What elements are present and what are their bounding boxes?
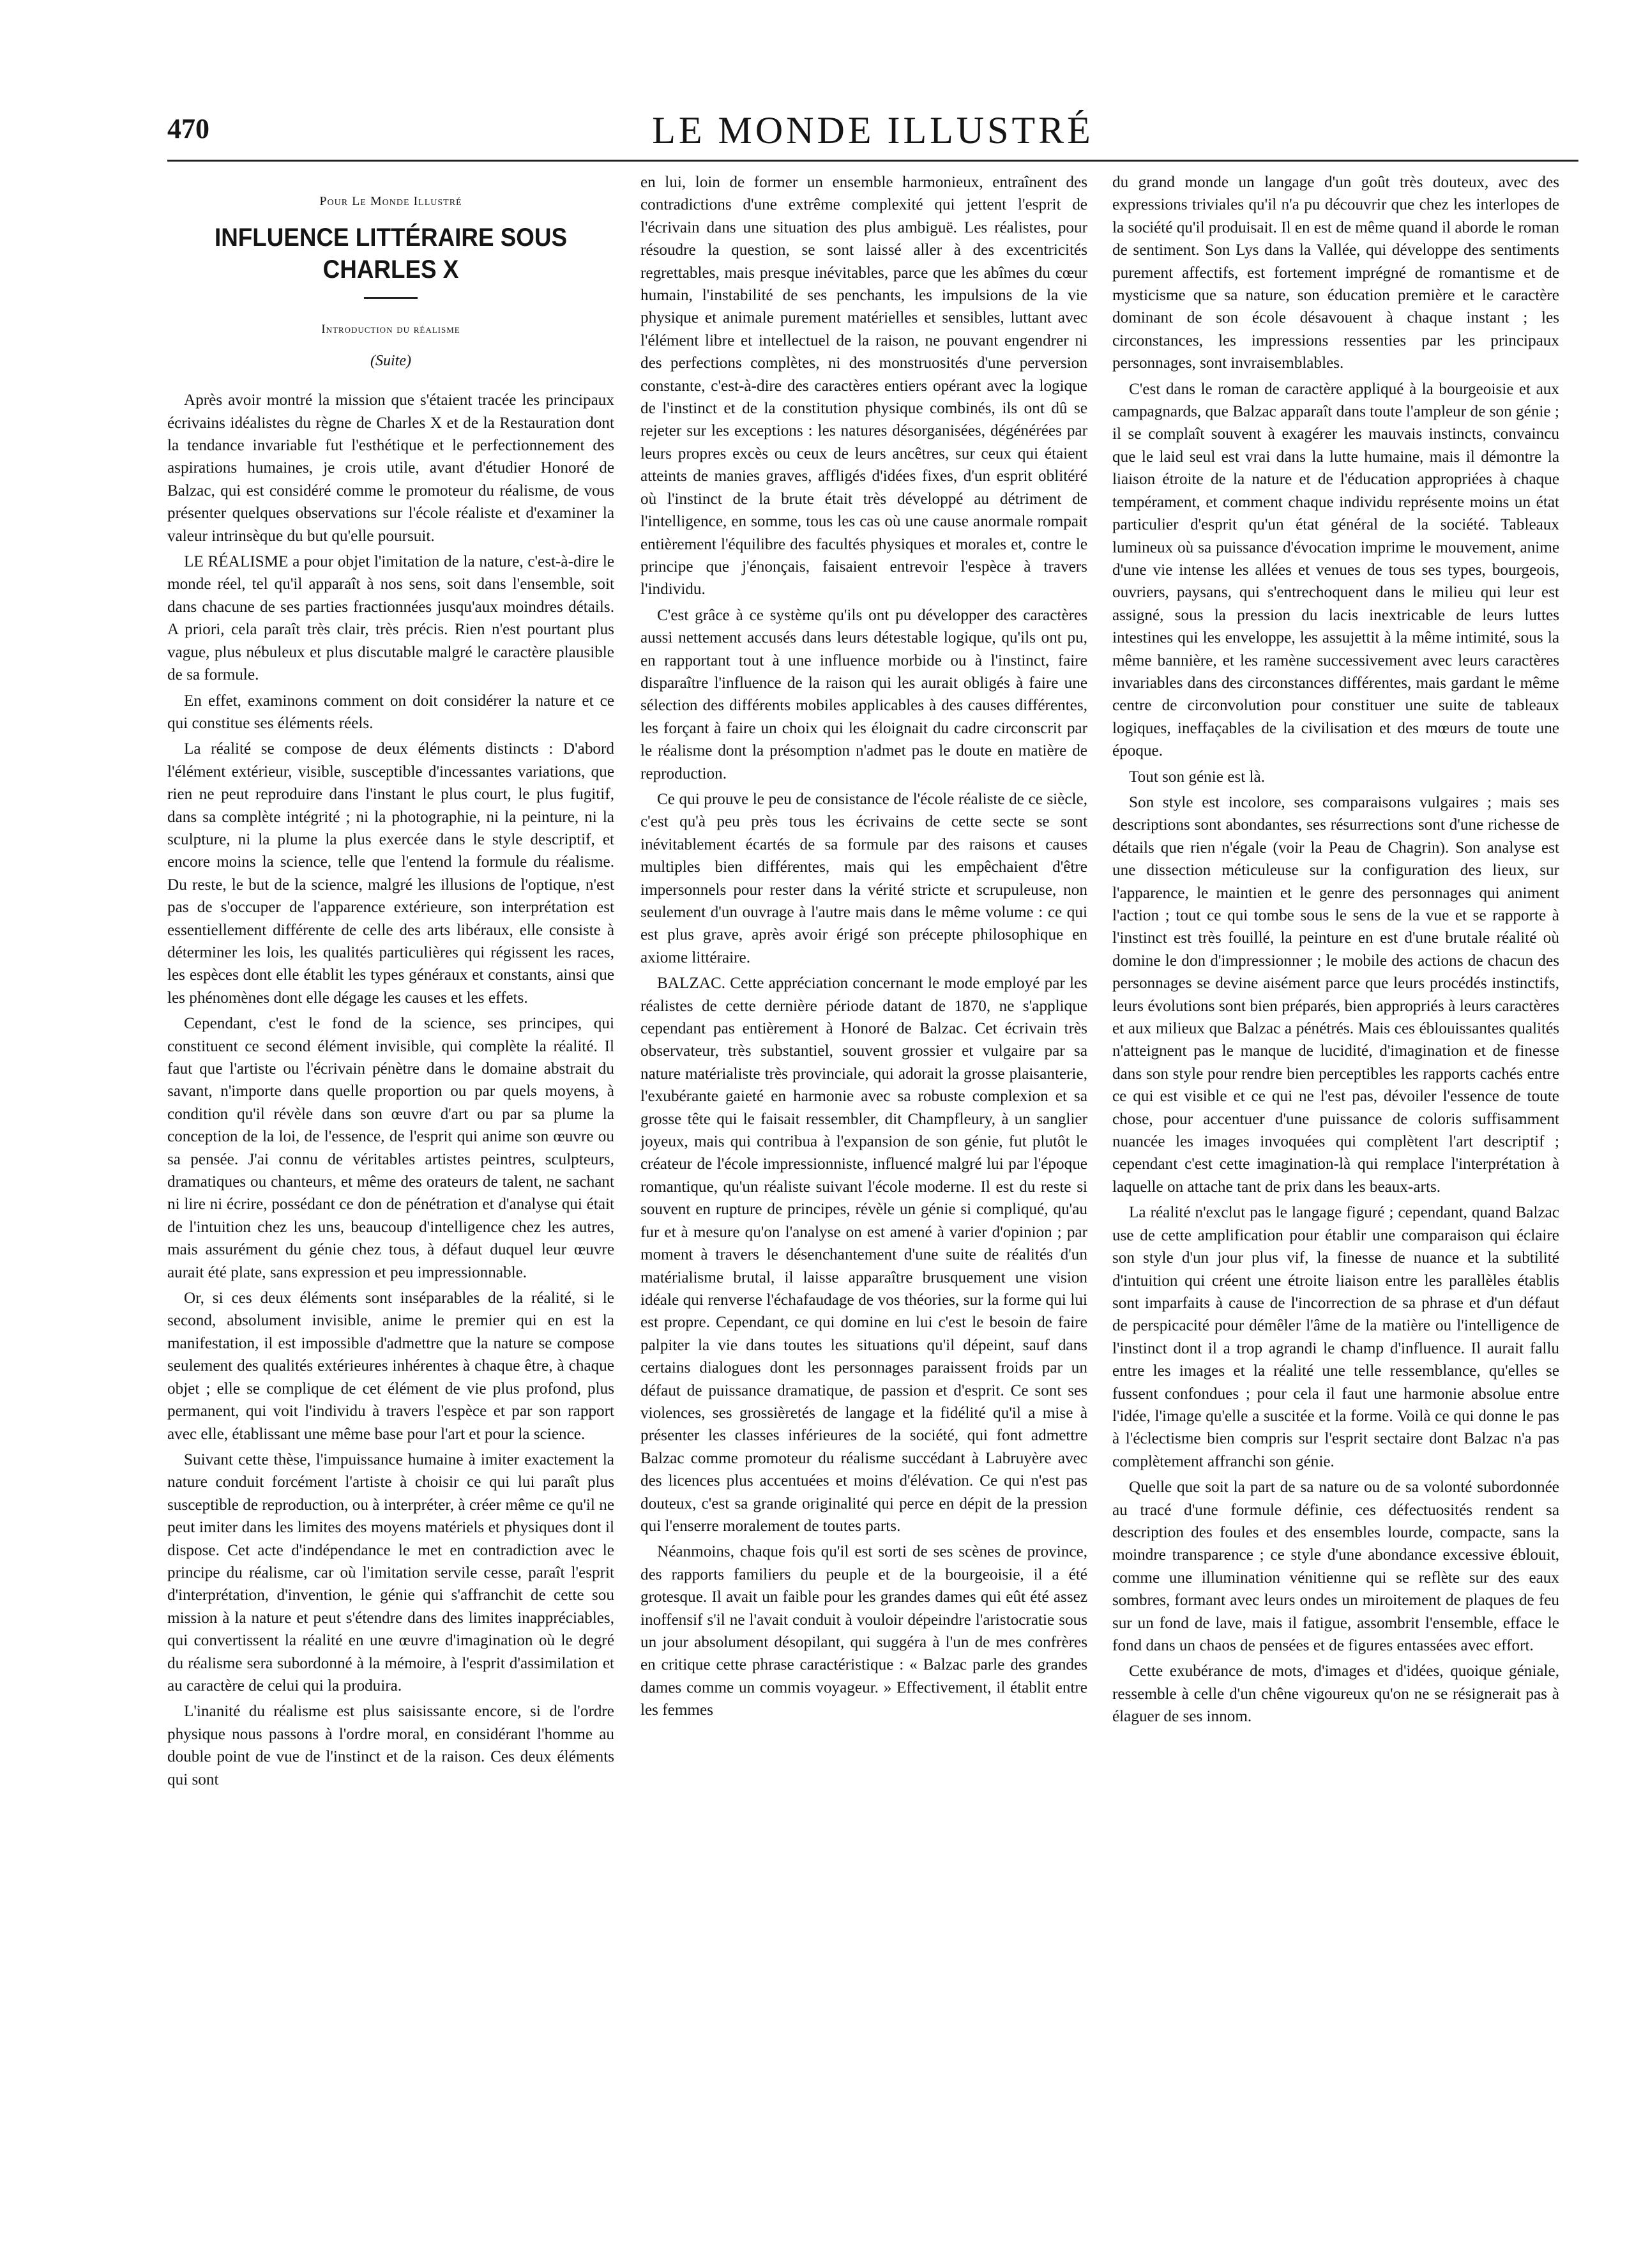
column-3 [1112, 171, 1559, 2126]
page-header [167, 109, 1578, 153]
paragraph: Tout son génie est là. [1129, 768, 1265, 786]
paragraph: Or, si ces deux éléments sont inséparables de la réalité, si le second, absolument invisible, anime le premier qui en est la manifestation, il est impossible d'admettre que la nature se compose seulement des qualités extérieures inhérentes à chaque être, à chaque objet ; elle se complique de cet élément de vie plus profond, plus permanent, qui voit l'individu à travers l'espèce et par son rapport avec elle, établissant une même base pour l'art et pour la science. [167, 1290, 614, 1443]
article-subtitle: Introduction du réalisme [321, 323, 460, 337]
paragraph: LE RÉALISME a pour objet l'imitation de la nature, c'est-à-dire le monde réel, tel qu'il apparaît à nos sens, soit dans l'ensemble, soit dans chacune de ses parties fractionnées jusqu'aux moindres détails. A priori, cela paraît très clair, très précis. Rien n'est pourtant plus vague, plus nébuleux et plus discutable malgré le caractère plausible de sa formule. [167, 553, 614, 684]
paragraph: C'est dans le roman de caractère appliqué à la bourgeoisie et aux campagnards, que Balzac apparaît dans toute l'ampleur de son génie ; il se complaît souvent à exagérer les mauvais instincts, convaincu que le laid seul est vrai dans la lutte humaine, mais il démontre la liaison étroite de la nature et de l'éducation appropriées à chaque tempérament, et comment chaque individu représente moins un état particulier d'esprit qu'un état général de la société. Tableaux lumineux où sa puissance d'évocation imprime le mouvement, anime d'une vie intense les allées et venues de tous ses types, bourgeois, ouvriers, paysans, qui s'entrechoquent dans le milieu qui leur est assigné, sous la pression du lacis inextricable de leurs luttes intestines qui les enveloppe, les assujettit à la même intimité, sous la même bannière, et les ramène successivement avec leurs caractères invariables dans des circonstances différentes, mais gardant le même centre de circonvolution pour constituer une suite de tableaux logiques, ineffaçables de la civilisation et des mœurs de toute une époque. [1112, 380, 1559, 760]
header-rule [167, 160, 1578, 162]
paragraph: du grand monde un langage d'un goût très douteux, avec des expressions triviales qu'il n'a pu découvrir que chez les interlopes de la société qu'il produisait. Il en est de même quand il aborde le roman de sentiment. Son Lys dans la Vallée, qui développe des sentiments purement affectifs, est fortement imprégné de romantisme et de mysticisme que sa nature, son éducation première et le caractère dominant de son école désavouent à chaque instant ; les circonstances, les impressions ressenties par les principaux personnages, sont invraisemblables. [1112, 174, 1559, 372]
paragraph: La réalité n'exclut pas le langage figuré ; cependant, quand Balzac use de cette amplification pour établir une comparaison qui éclaire son style d'un jour plus vif, la finesse de nuance et la subtilité d'intuition qui créent une étroite liaison entre les parallèles établis sont imparfaits à cause de l'incorrection de sa phrase et d'un défaut de perspicacité pour démêler l'âme de la matière ou l'intelligence de l'instinct dont il a trop agrandi le champ d'influence. Il aurait fallu entre les images et la réalité une telle ressemblance, qu'elles se fussent confondues ; pour cela il faut une harmonie absolue entre l'idée, l'image qu'elle a suscitée et la forme. Voilà ce qui donne le pas à l'éclectisme bien compris sur l'esprit sectaire dont Balzac n'a pas complètement affranchi son génie. [1112, 1204, 1559, 1470]
paragraph: Cependant, c'est le fond de la science, ses principes, qui constituent ce second élément invisible, qui complète la réalité. Il faut que l'artiste ou l'écrivain pénètre dans le domaine abstrait du savant, n'importe dans quelle proportion ou par quels moyens, à condition qu'il révèle dans son œuvre d'art ou par sa plume la conception de la loi, de l'essence, de l'esprit qui anime son œuvre ou sa pensée. J'ai connu de véritables artistes peintres, sculpteurs, dramatiques ou chanteurs, et même des orateurs de talent, ne sachant ni lire ni écrire, possédant ce don de pénétration et d'analyse qui était de l'intuition chez les uns, beaucoup d'intelligence chez les autres, mais assurément du génie chez tous, à défaut duquel leur œuvre aurait été plate, sans expression et peu impressionnable. [167, 1015, 614, 1281]
paragraph: Quelle que soit la part de sa nature ou de sa volonté subordonnée au tracé d'une formule définie, ces défectuosités rendent sa description des foules et des ensembles lourde, compacte, sans la moindre transparence ; ce style d'une abondance excessive éblouit, comme une illumination vénitienne qui se reflète sur des eaux sombres, formant avec leurs ondes un miroitement de plaques de feu sur un fond de lave, mais il fatigue, assombrit l'ensemble, efface le fond dans un chaos de pensées et de figures entassées avec effort. [1112, 1479, 1559, 1654]
column-1 [167, 171, 614, 2126]
paragraph: Son style est incolore, ses comparaisons vulgaires ; mais ses descriptions sont abondantes, ses résurrections sont d'une richesse de détails que rien n'égale (voir la Peau de Chagrin). Son analyse est une dissection méticuleuse sur la configuration des lieux, sur l'apparence, le maintien et le genre des personnages qui animent l'action ; tout ce qui tombe sous le sens de la vue et se rapporte à l'instinct est très fouillé, la peinture en est d'une brutale réalité où domine le don d'impressionner ; le mobile des actions de chacun des personnages se devine aisément parce que leurs procédés instinctifs, leurs évolutions sont bien préparés, bien appropriés à leurs caractères et aux milieux que Balzac a pénétrés. Mais ces éblouissantes qualités n'atteignent pas le manque de lucidité, d'imagination et de finesse dans son style pour rendre bien perceptibles les rapports cachés entre ce qui est visible et ce qui ne l'est pas, dévoiler l'essence de toute chose, pour accentuer d'une puissance de coloris suffisamment nuancée les images invoquées qui complètent l'art descriptif ; cependant c'est cette imagination-là qui remplace l'interprétation à laquelle on attache tant de prix dans les beaux-arts. [1112, 793, 1559, 1196]
article-kicker: Pour Le Monde Illustré [319, 194, 462, 208]
paragraph: En effet, examinons comment on doit considérer la nature et ce qui constitue ses éléments réels. [167, 692, 614, 732]
paragraph: L'inanité du réalisme est plus saisissante encore, si de l'ordre physique nous passons à l'ordre moral, en considérant l'homme au double point de vue de l'instinct et de la raison. Ces deux éléments qui sont [167, 1703, 614, 1788]
paragraph: BALZAC. Cette appréciation concernant le mode employé par les réalistes de cette dernière période datant de 1870, ne s'applique cependant pas entièrement à Honoré de Balzac. Cet écrivain très observateur, très substantiel, souvent grossier et vulgaire par sa nature matérialiste très provinciale, qui adorait la grosse plaisanterie, l'exubérante gaieté en harmonie avec sa robuste complexion et sa grosse tête qui le faisait ressembler, dit Champfleury, à un sanglier joyeux, mais qui contribua à l'expansion de son génie, fut plutôt le créateur de l'école impressionniste, influencé malgré lui par l'époque romantique, qu'un réaliste suivant l'école moderne. Il est du reste si souvent en rupture de principes, révèle un génie si compliqué, qu'au fur et à mesure qu'on l'analyse on est amené à varier d'opinion ; par moment à travers le désenchantement d'une suite de réalités d'un matérialisme brutal, il laisse apparaître brusquement une vision idéale qui renverse l'échafaudage de vos théories, sur la forme qui lui est propre. Cependant, ce qui domine en lui c'est le besoin de faire palpiter la vie dans toutes les situations qu'il dépeint, sauf dans certains dialogues dont les personnages paraissent froids par un défaut de puissance dramatique, de passion et d'esprit. Ce sont ses violences, ses grossièretés de langage et la fidélité qu'il a mise à présenter les classes inférieures de la société, qui font admettre Balzac comme promoteur du réalisme succédant à Labruyère avec des licences plus accentuées et moins d'élévation. Ce qui n'est pas douteux, c'est sa grande originalité qui perce en dépit de la pression qui l'enserre moralement de toutes parts. [640, 975, 1087, 1535]
paragraph: Après avoir montré la mission que s'étaient tracée les principaux écrivains idéalistes du règne de Charles X et de la Restauration dont la tendance invariable fut l'esthétique et le perfectionnement des aspirations humaines, je crois utile, avant d'étudier Honoré de Balzac, qui est considéré comme le promoteur du réalisme, de vous présenter quelques observations sur l'école réaliste et d'examiner la valeur intrinsèque du but qu'elle poursuit. [167, 392, 614, 545]
paragraph: Suivant cette thèse, l'impuissance humaine à imiter exactement la nature conduit forcément l'artiste à choisir ce qui lui paraît plus susceptible de reproduction, ou à interpréter, à créer même ce qu'il ne peut imiter dans les limites des moyens matériels et physiques dont il dispose. Cet acte d'indépendance le met en contradiction avec le principe du réalisme, car où l'imitation servile cesse, paraît l'esprit d'interprétation, d'invention, le génie qui s'affranchit de cette sou mission à la nature et peut s'étendre dans des limites inappréciables, qui convertissent la réalité en une œuvre d'imagination où le degré du réalisme sera subordonné à la mémoire, à l'esprit d'assimilation et au caractère de celui qui la produira. [167, 1450, 614, 1694]
page-number: 470 [167, 113, 209, 144]
paragraph: Cette exubérance de mots, d'images et d'idées, quoique géniale, ressemble à celle d'un chêne vigoureux qu'on ne se résignerait pas à élaguer de ses innom. [1112, 1663, 1559, 1726]
paragraph: La réalité se compose de deux éléments distincts : D'abord l'élément extérieur, visible, susceptible d'incessantes variations, que rien ne peut reproduire dans l'instant le plus court, le plus fugitif, dans sa complète intégrité ; ni la photographie, ni la peinture, ni la sculpture, ni la plume la plus exercée dans le style descriptif, et encore moins la science, telle que l'entend la formule du réalisme. Du reste, le but de la science, malgré les illusions de l'optique, n'est pas de s'occuper de l'apparence extérieure, son interprétation est essentiellement différente de celle des arts libéraux, elle consiste à déterminer les lois, les qualités particulières qui régissent les races, les espèces dont elle établit les types généraux et constants, ainsi que les phénomènes dont elle dégage les causes et les effets. [167, 740, 614, 1007]
article-title: INFLUENCE LITTÉRAIRE SOUS CHARLES X [214, 224, 568, 284]
paragraph: Ce qui prouve le peu de consistance de l'école réaliste de ce siècle, c'est qu'à peu près tous les écrivains de cette secte se sont inévitablement écartés de sa formule par des raisons et causes multiples bien différentes, mais qui les empêchaient d'être impersonnels pour rester dans la vérité stricte et scrupuleuse, non seulement d'un ouvrage à l'autre mais dans le même volume : ce qui est plus grave, après avoir érigé son précepte philosophique en axiome littéraire. [640, 790, 1087, 966]
column-1-body [167, 389, 614, 1791]
title-rule [364, 297, 418, 299]
paragraph: en lui, loin de former un ensemble harmonieux, entraînent des contradictions d'une extrême complexité qui jettent l'esprit de l'écrivain dans une situation des plus ambiguë. Les réalistes, pour résoudre la question, se sont laissé aller à des excentricités regrettables, mais presque inévitables, parce que les abîmes du cœur humain, l'instabilité de ses penchants, les impulsions de la vie physique et animale purement matérielles et sensibles, luttant avec l'élément libre et intellectuel de la raison, ne pouvant engendrer ni des perfections complètes, ni des monstruosités d'une perversion constante, c'est-à-dire des caractères entiers opérant avec la logique de l'instinct et de la constitution physique combinés, ils ont dû se rejeter sur les exceptions : les natures désorganisées, dégénérées par leurs propres excès ou ceux de leurs ancêtres, sur ceux qui étaient atteints de manies graves, affligés d'idées fixes, d'un esprit oblitéré où l'instinct de la brute était très développé au détriment de l'intelligence, en somme, tous les cas où une cause anormale rompait entièrement l'équilibre des facultés physiques et morales et, contre le principe que j'énonçais, faisaient entrevoir l'espèce à travers l'individu. [640, 174, 1087, 598]
masthead-title: LE MONDE ILLUSTRÉ [652, 109, 1094, 151]
continued-label: (Suite) [370, 352, 411, 369]
column-2 [640, 171, 1087, 2126]
paragraph: Néanmoins, chaque fois qu'il est sorti de ses scènes de province, des rapports familiers du peuple et de la bourgeoisie, il a été grotesque. Il avait un faible pour les grandes dames qui eût été assez inoffensif s'il ne l'avait conduit à vouloir dépeindre l'aristocratie sous un jour absolument désopilant, qui suggéra à l'un de mes confrères en critique cette phrase caractéristique : « Balzac parle des grandes dames comme un commis voyageur. » Effectivement, il établit entre les femmes [640, 1543, 1087, 1719]
paragraph: C'est grâce à ce système qu'ils ont pu développer des caractères aussi nettement accusés dans leurs détestable logique, qu'ils ont pu, en rapportant tout à une influence morbide ou à l'instinct, faire disparaître l'influence de la raison qui les aurait obligés à faire une sélection des différents mobiles applicables à des causes différentes, les forçant à faire un choix qui les éloignait du cadre circonscrit par le réalisme dont la présomption n'admet pas le doute en matière de reproduction. [640, 606, 1087, 782]
